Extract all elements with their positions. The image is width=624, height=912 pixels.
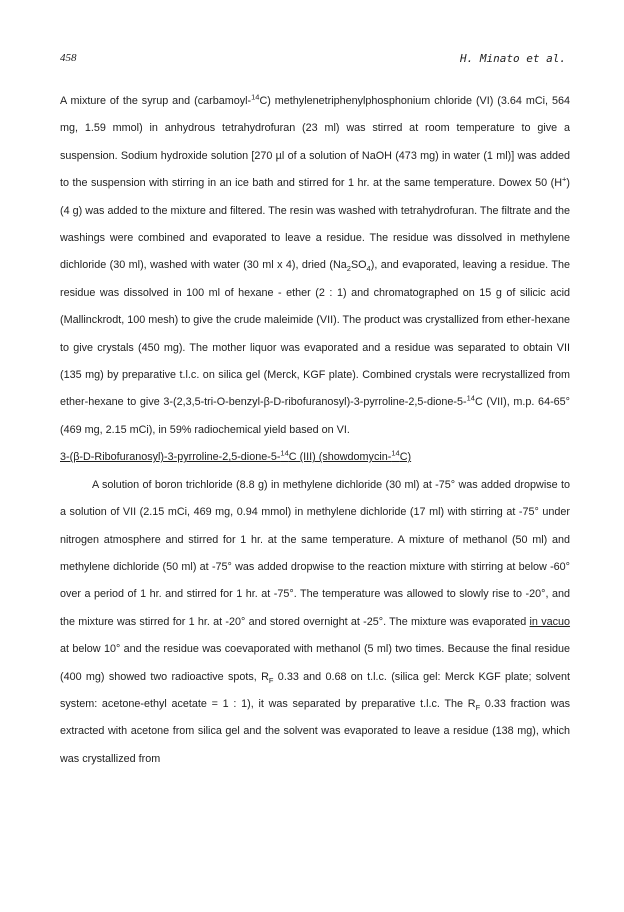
underlined-phrase: in vacuo xyxy=(529,615,571,628)
text-run: ) (4 g) was added to the mixture and filtered. The resin was washed with tetrahydrofuran. The filtrate and the washings were combined and evaporated to leave a residue. The residue was dissolved in methylene dichloride (30 ml), washed with water (30 ml x 4), dried (Na xyxy=(60,177,570,272)
paragraph-synthesis-iii xyxy=(60,472,570,773)
text-run: at below 10° and the residue was coevaporated with methanol (5 ml) two times. Because the final residue (400 mg) showed two radioactive spots, R xyxy=(60,643,570,683)
subscript: 4 xyxy=(366,264,371,274)
text-run: C (III) (showdomycin- xyxy=(288,451,392,464)
subscript: F xyxy=(475,703,481,713)
text-run: C (VII), m.p. 64-65° (469 mg, 2.15 mCi), in 59% radiochemical yield based on VI. xyxy=(60,396,570,436)
text-run: C) methylenetriphenylphosphonium chloride (VI) (3.64 mCi, 564 mg, 1.59 mmol) in anhydrous tetrahydrofuran (23 ml) was stirred at room temperature to give a suspension. Sodium hydroxide solution [270 µl of a solution of NaOH (473 mg) in water (1 ml)] was added to the suspension with stirring in an ice bath and stirred for 1 hr. at the same temperature. Dowex 50 (H xyxy=(60,95,570,190)
text-run: ), and evaporated, leaving a residue. The residue was dissolved in 100 ml of hexane - ether (2 : 1) and chromatographed on 15 g of silicic acid (Mallinckrodt, 100 mesh) to give the crude maleimide (VII). The product was crystallized from ether-hexane to give crystals (450 mg). The mother liquor was evaporated and a residue was separated to obtain VII (135 mg) by preparative t.l.c. on silica gel (Merck, KGF plate). Combined crystals were recrystallized from ether-hexane to give 3-(2,3,5-tri-O-benzyl-β-D-ribofuranosyl)-3-pyrroline-2,5-dione-5- xyxy=(60,259,570,409)
text-run: SO xyxy=(350,259,367,272)
page-number: 458 xyxy=(60,52,77,64)
section-heading xyxy=(60,444,570,471)
text-run: 0.33 and 0.68 on t.l.c. (silica gel: Merck KGF plate; solvent system: acetone-ethyl acetate = 1 : 1), it was separated by preparative t.l.c. The R xyxy=(60,670,570,710)
paragraph-synthesis-vii xyxy=(60,88,570,444)
superscript: 14 xyxy=(251,92,260,102)
superscript: + xyxy=(562,174,567,184)
text-run: C) xyxy=(399,451,412,464)
text-run: 0.33 fraction was extracted with acetone from silica gel and the solvent was evaporated to leave a residue (138 mg), which was crystallized from xyxy=(60,697,570,765)
text-run: A solution of boron trichloride (8.8 g) in methylene dichloride (30 ml) at -75° was added dropwise to a solution of VII (2.15 mCi, 469 mg, 0.94 mmol) in methylene dichloride (17 ml) with stirring at -75° under nitrogen atmosphere and stirred for 1 hr. at the same temperature. A mixture of methanol (50 ml) and methylene dichloride (50 ml) at -75° was added dropwise to the reaction mixture with stirring at below -60° over a period of 1 hr. and stirred for 1 hr. at -75°. The temperature was allowed to slowly rise to -20°, and the mixture was stirred for 1 hr. at -20° and stored overnight at -25°. The mixture was evaporated xyxy=(60,478,570,628)
running-header-authors: H. Minato et al. xyxy=(460,52,566,65)
text-run: 3-(β-D-Ribofuranosyl)-3-pyrroline-2,5-dione-5- xyxy=(60,451,281,464)
body-text xyxy=(60,88,570,773)
superscript: 14 xyxy=(466,393,475,403)
superscript: 14 xyxy=(280,448,289,458)
text-run: A mixture of the syrup and (carbamoyl- xyxy=(60,95,252,107)
subscript: 2 xyxy=(346,264,351,274)
subscript: F xyxy=(268,675,274,685)
superscript: 14 xyxy=(391,448,400,458)
